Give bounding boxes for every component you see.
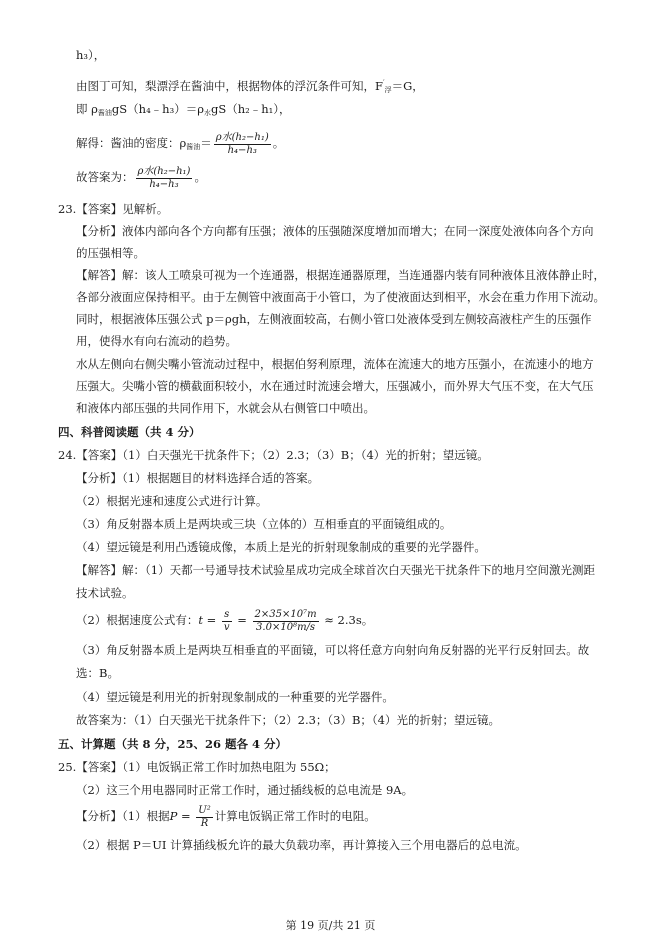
- fraction: $\frac{\text{2×35×10⁷m}}{\text{3.0×10⁸m/s}}$: [254, 608, 317, 633]
- text-line: （2）根据 P＝UI 计算插线板允许的最大负载功率，再计算接入三个用电器后的总电流。: [76, 838, 527, 852]
- text-line: 【解答】解：该人工喷泉可视为一个连通器，根据连通器原理，当连通器内装有同种液体且液体静止时，: [76, 268, 605, 282]
- text-line: 故答案为：（1）白天强光干扰条件下；（2）2.3；（3）B；（4）光的折射；望远镜。: [76, 713, 501, 727]
- text-line: 由图丁可知，梨漂浮在酱油中，根据物体的浮沉条件可知，$F'_浮=G$，: [76, 79, 424, 94]
- text-line: 的压强相等。: [76, 246, 145, 260]
- fraction: $\frac{\text{ρ水(h₂−h₁)}}{\text{h₄−h₃}}$: [215, 131, 269, 156]
- text-line: 选：B。: [76, 666, 119, 680]
- text-line: （3）角反射器本质上是两块互相垂直的平面镜，可以将任意方向射向角反射器的光平行反射回去。故: [76, 643, 590, 657]
- answer-heading: 24.【答案】（1）白天强光干扰条件下；（2）2.3；（3）B；（4）光的折射；望远镜。: [58, 448, 489, 462]
- text-line: （2）这三个用电器同时正常工作时，通过插线板的总电流是 9A。: [76, 783, 414, 797]
- text-line: 同时，根据液体压强公式 p＝ρgh，左侧液面较高，右侧小管口处液体受到左侧较高液柱产生的压强作: [76, 312, 592, 326]
- text-line: 和液体内部压强的共同作用下，水就会从右侧管口中喷出。: [76, 401, 375, 415]
- text-line: （4）望远镜是利用凸透镜成像，本质上是光的折射现象制成的重要的光学器件。: [76, 540, 486, 554]
- text-line: h₃），: [76, 48, 106, 62]
- text-line: 各部分液面应保持相平。由于左侧管中液面高于小管口，为了使液面达到相平，水会在重力作用下流动。: [76, 290, 605, 304]
- text-line: （4）望远镜是利用光的折射现象制成的一种重要的光学器件。: [76, 690, 394, 704]
- text-line: （2）根据光速和速度公式进行计算。: [76, 494, 268, 508]
- text-line: 【解答】解：（1）天都一号通导技术试验星成功完成全球首次白天强光干扰条件下的地月空间激光测距: [76, 563, 596, 577]
- page-number: 第 19 页/共 21 页: [285, 919, 376, 932]
- fraction: $\frac{\text{U²}}{R}$: [198, 804, 211, 829]
- section-heading: 五、计算题（共 8 分，25、26 题各 4 分）: [58, 737, 288, 751]
- answer-heading: 25.【答案】（1）电饭锅正常工作时加热电阻为 55Ω；: [58, 760, 336, 774]
- section-heading: 四、科普阅读题（共 4 分）: [58, 425, 201, 439]
- answer-heading: 23.【答案】见解析。: [58, 202, 169, 216]
- text-line: 技术试验。: [76, 586, 134, 600]
- text-line: 即 $\rho_{酱油}gS(h_4﹣h_3)=\rho_水gS(h_2﹣h_1)$，: [76, 102, 291, 117]
- text-line: （3）角反射器本质上是两块或三块（立体的）互相垂直的平面镜组成的。: [76, 517, 452, 531]
- fraction: $\frac{\text{ρ水(h₂−h₁)}}{\text{h₄−h₃}}$: [137, 165, 191, 190]
- formula-line: 【分析】（1）根据P = $\frac{\text{U²}}{R}$ 计算电饭锅正常工作时的电阻。: [76, 804, 376, 829]
- formula-line: （2）根据速度公式有：t = $\frac{s}{v}$ = $\frac{\text{2×35×10⁷m}}{\text{3.0×10⁸m/s}}$ ≈ 2.3s。: [76, 608, 374, 633]
- text-line: 【分析】（1）根据题目的材料选择合适的答案。: [76, 471, 320, 485]
- fraction: $\frac{s}{v}$: [223, 608, 230, 633]
- text-line: 压强大。尖嘴小管的横截面积较小，水在通过时流速会增大，压强减小，而外界大气压不变，在大气压: [76, 379, 594, 393]
- text-line: 用，使得水有向右流动的趋势。: [76, 334, 237, 348]
- formula-line: 故答案为： $\frac{\text{ρ水(h₂−h₁)}}{\text{h₄−h₃}}$ 。: [76, 165, 206, 190]
- text-line: 水从左侧向右侧尖嘴小管流动过程中，根据伯努利原理，流体在流速大的地方压强小，在流速小的地方: [76, 357, 594, 371]
- formula-line: 解得：酱油的密度：$\rho_{酱油}=$ $\frac{\text{ρ水(h₂−h₁)}}{\text{h₄−h₃}}$ 。: [76, 131, 285, 156]
- text-line: 【分析】液体内部向各个方向都有压强；液体的压强随深度增加而增大；在同一深度处液体向各个方向: [76, 224, 594, 238]
